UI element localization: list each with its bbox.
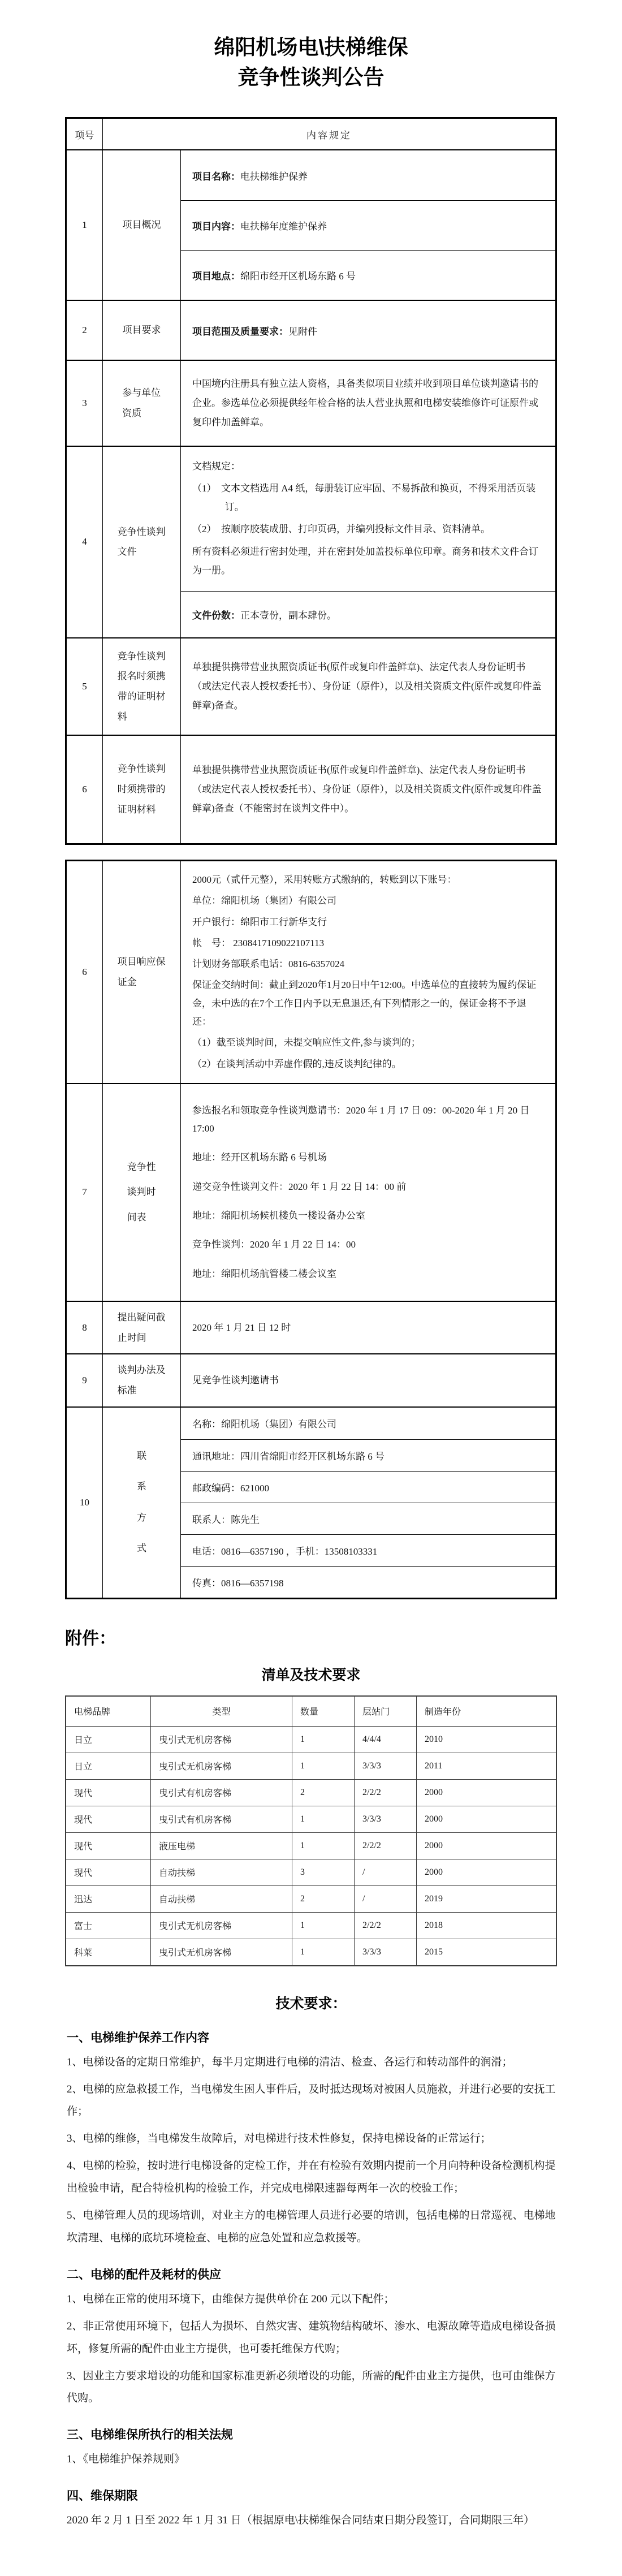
- row-label: 项目概况: [103, 150, 181, 300]
- elevator-table-cell: 2018: [425, 1920, 443, 1930]
- text-line: 计划财务部联系电话：0816-6357024: [192, 959, 345, 970]
- elevator-table-cell: 2011: [425, 1761, 443, 1771]
- row-label: 谈判办法及标准: [103, 1354, 181, 1406]
- elevator-table-cell: 曳引式有机房客梯: [151, 1806, 292, 1832]
- elevator-table-cell: 2/2/2: [355, 1913, 417, 1939]
- elevator-table-header-row: [66, 1697, 556, 1726]
- doc-rule-line: 所有资料必须进行密封处理，并在密封处加盖投标单位印章。商务和技术文件合订为一册。: [192, 546, 538, 576]
- section-paragraph: 3、电梯的维修，当电梯发生故障后，对电梯进行技术性修复，保持电梯设备的正常运行；: [67, 2133, 491, 2145]
- elevator-table-cell: 2000: [425, 1814, 443, 1824]
- scope-quality-cell: [181, 301, 555, 360]
- row-number: 10: [67, 1408, 103, 1598]
- elevator-table-cell: 曳引式无机房客梯: [151, 1939, 292, 1965]
- text-line: 帐 号： 2308417109022107113: [192, 937, 325, 948]
- section-paragraph: 1、《电梯维护保养规则》: [67, 2453, 185, 2466]
- text-line: 保证金交纳时间：截止到2020年1月20日中午12:00。中选单位的直接转为履约保证金，未中选的在7个工作日内予以无息退还,有下列情形之一的，保证金将不予退还：: [192, 980, 537, 1027]
- elevator-table-cell: 迅达: [66, 1886, 151, 1912]
- elevator-table-row: [66, 1806, 556, 1832]
- field-label: 项目地点：: [192, 271, 240, 282]
- document-copies-cell: [181, 591, 555, 637]
- elevator-table-cell: 2019: [425, 1893, 443, 1904]
- row-number: 9: [67, 1354, 103, 1406]
- elevator-table-row: [66, 1912, 556, 1939]
- section-heading: 二、电梯的配件及耗材的供应: [67, 2268, 221, 2281]
- row-label: 竞争性谈判文件: [103, 447, 181, 637]
- title-line-1: 绵阳机场电\扶梯维保: [214, 36, 408, 59]
- table-row-contact-info: [67, 1406, 555, 1598]
- document-rules-cell: [181, 447, 555, 591]
- elevator-table-row: [66, 1859, 556, 1885]
- row-number: 6: [67, 861, 103, 1083]
- row-content: [181, 736, 555, 843]
- field-label: 项目范围及质量要求：: [192, 326, 288, 337]
- row-label: 提出疑问截止时间: [103, 1302, 181, 1353]
- elevator-table-cell: 2000: [425, 1840, 443, 1850]
- section-paragraph: 2、非正常使用环境下，包括人为损坏、自然灾害、建筑物结构破坏、渗水、电源故障等造成电梯设备损坏，修复所需的配件由业主方提供，也可委托维保方代购；: [67, 2320, 556, 2355]
- text-line: 参选报名和领取竞争性谈判邀请书：2020 年 1 月 17 日 09：00-2020 年 1 月 20 日 17:00: [192, 1104, 530, 1134]
- field-label: 文件份数：: [192, 610, 240, 621]
- elevator-table-cell: 3/3/3: [355, 1806, 417, 1832]
- text-line: 地址：经开区机场东路 6 号机场: [192, 1152, 327, 1163]
- elevator-table-cell: 2: [292, 1780, 355, 1806]
- elevator-table-cell: /: [355, 1859, 417, 1885]
- row-content: [181, 1302, 555, 1353]
- table-row-project-overview: [67, 149, 555, 300]
- row-content: [181, 638, 555, 735]
- doc-rule-line: 文档规定：: [192, 461, 240, 472]
- section-paragraph: 3、因业主方要求增设的功能和国家标准更新必须增设的功能，所需的配件由业主方提供，也可由维保方代购。: [67, 2370, 556, 2405]
- elevator-column-header: 数量: [292, 1697, 355, 1726]
- elevator-table-row: [66, 1939, 556, 1965]
- elevator-table-cell: 日立: [66, 1753, 151, 1779]
- row-content: [181, 150, 555, 300]
- text-line: 地址：绵阳机场航管楼二楼会议室: [192, 1268, 336, 1279]
- technical-requirements-body: [67, 2029, 559, 2532]
- table-row-question-deadline: [67, 1301, 555, 1353]
- field-value: 电扶梯年度维护保养: [240, 221, 327, 232]
- table-row-response-deposit: [67, 861, 555, 1083]
- section-paragraph: 2、电梯的应急救援工作，当电梯发生困人事件后，及时抵达现场对被困人员施救，并进行必要的安抚工作；: [67, 2083, 556, 2118]
- row-number: 3: [67, 361, 103, 446]
- elevator-table-cell: 3/3/3: [355, 1753, 417, 1779]
- row-content: [181, 861, 555, 1083]
- elevator-table-cell: 曳引式无机房客梯: [151, 1727, 292, 1753]
- field-label: 项目名称：: [192, 171, 240, 182]
- elevator-column-header: 类型: [151, 1697, 292, 1726]
- row-label: 竞争性谈判时须携带的证明材料: [103, 736, 181, 843]
- text-line: （2）在谈判活动中弄虚作假的,违反谈判纪律的。: [192, 1058, 401, 1069]
- field-value: 电扶梯维护保养: [240, 171, 308, 182]
- row-number: 2: [67, 301, 103, 360]
- elevator-table-cell: 日立: [66, 1727, 151, 1753]
- elevator-table-row: [66, 1885, 556, 1912]
- text-line: 单位：绵阳机场（集团）有限公司: [192, 895, 336, 907]
- text-line: （1）截至谈判时间，未提交响应性文件,参与谈判的；: [192, 1037, 421, 1048]
- elevator-table-row: [66, 1832, 556, 1859]
- elevator-table-cell: 现代: [66, 1859, 151, 1885]
- row-number: 4: [67, 447, 103, 637]
- contact-phone-cell: 电话：0816—6357190 ，手机：13508103331: [181, 1534, 555, 1566]
- row-number: 1: [67, 150, 103, 300]
- field-value: 见附件: [288, 326, 317, 337]
- text-line: 递交竞争性谈判文件：2020 年 1 月 22 日 14：00 前: [192, 1181, 407, 1192]
- deposit-details: [181, 861, 555, 1083]
- elevator-table-cell: 2/2/2: [355, 1833, 417, 1859]
- table-row-participant-qualification: [67, 360, 555, 446]
- contact-fax-cell: 传真：0816—6357198: [181, 1566, 555, 1598]
- notice-table-header-row: [67, 119, 555, 149]
- row-number: 8: [67, 1302, 103, 1353]
- title-line-2: 竞争性谈判公告: [237, 65, 385, 89]
- contact-address-cell: 通讯地址：四川省绵阳市经开区机场东路 6 号: [181, 1439, 555, 1471]
- field-value: 绵阳市经开区机场东路 6 号: [240, 271, 356, 282]
- section-paragraph: 1、电梯设备的定期日常维护，每半月定期进行电梯的清洁、检查、各运行和转动部件的润滑；: [67, 2056, 513, 2068]
- row-label: 竞争性谈判报名时须携带的证明材料: [103, 638, 181, 735]
- elevator-table-cell: 曳引式有机房客梯: [151, 1780, 292, 1806]
- table-row-negotiation-materials: [67, 735, 555, 843]
- doc-rule-line: （2） 按顺序胶装成册、打印页码，并编列投标文件目录、资料清单。: [192, 524, 490, 535]
- column-header-item-no: 项号: [67, 119, 103, 149]
- elevator-table-cell: 2010: [425, 1734, 443, 1744]
- table-row-evaluation-method: [67, 1353, 555, 1406]
- row-label: 竞争性谈判时间表: [103, 1084, 181, 1301]
- elevator-table-cell: 自动扶梯: [151, 1859, 292, 1885]
- elevator-table-cell: 液压电梯: [151, 1833, 292, 1859]
- row-label: 参与单位资质: [103, 361, 181, 446]
- elevator-table-cell: 1: [292, 1939, 355, 1965]
- row-content: [181, 1084, 555, 1301]
- row-number: 5: [67, 638, 103, 735]
- row-label: 项目响应保证金: [103, 861, 181, 1083]
- elevator-table-cell: 4/4/4: [355, 1727, 417, 1753]
- elevator-table-row: [66, 1753, 556, 1779]
- table-row-project-requirements: [67, 300, 555, 360]
- elevator-table-cell: 曳引式无机房客梯: [151, 1913, 292, 1939]
- qualification-text: 中国境内注册具有独立法人资格，具备类似项目业绩并收到项目单位谈判邀请书的企业。参选单位必须提供经年检合格的法人营业执照和电梯安装维修许可证原件或复印件加盖鲜章。: [192, 378, 538, 428]
- notice-table-part2: [65, 860, 557, 1599]
- attachment-list-title: 清单及技术要求: [261, 1667, 361, 1683]
- elevator-table-cell: 曳引式无机房客梯: [151, 1753, 292, 1779]
- row-label: 项目要求: [103, 301, 181, 360]
- elevator-table-cell: 2000: [425, 1867, 443, 1877]
- text-line: 竞争性谈判：2020 年 1 月 22 日 14：00: [192, 1239, 356, 1250]
- text-line: 2000元（贰仟元整），采用转账方式缴纳的，转账到以下账号：: [192, 874, 457, 885]
- question-deadline-text: 2020 年 1 月 21 日 12 时: [192, 1322, 291, 1333]
- elevator-column-header: 层站门: [355, 1697, 417, 1726]
- row-content: [181, 1408, 555, 1598]
- elevator-table-cell: 现代: [66, 1806, 151, 1832]
- elevator-table-cell: 3: [292, 1859, 355, 1885]
- elevator-table-cell: 2/2/2: [355, 1780, 417, 1806]
- elevator-table-cell: 1: [292, 1913, 355, 1939]
- elevator-table-cell: 1: [292, 1753, 355, 1779]
- elevator-table-cell: 2015: [425, 1947, 443, 1957]
- elevator-table-cell: 现代: [66, 1833, 151, 1859]
- elevator-table-row: [66, 1779, 556, 1806]
- notice-table-part1: [65, 117, 557, 845]
- contact-name-cell: 名称：绵阳机场（集团）有限公司: [192, 1419, 336, 1430]
- elevator-table-cell: 自动扶梯: [151, 1886, 292, 1912]
- section-heading: 三、电梯维保所执行的相关法规: [67, 2428, 233, 2442]
- row-content: [181, 361, 555, 446]
- project-content-cell: [181, 200, 555, 250]
- contact-postcode-cell: 邮政编码：621000: [181, 1471, 555, 1503]
- section-heading: 四、维保期限: [67, 2489, 138, 2503]
- contact-person-cell: 联系人：陈先生: [181, 1503, 555, 1534]
- elevator-table-row: [66, 1726, 556, 1753]
- elevator-table-cell: 3/3/3: [355, 1939, 417, 1965]
- registration-materials-text: 单独提供携带营业执照资质证书(原件或复印件盖鲜章)、法定代表人身份证明书（或法定代表人授权委托书）、身份证（原件），以及相关资质文件(原件或复印件盖鲜章)备查。: [192, 661, 542, 711]
- row-label: 联系方式: [103, 1408, 181, 1598]
- elevator-column-header: 电梯品牌: [66, 1697, 151, 1726]
- row-content: [181, 447, 555, 637]
- row-number: 7: [67, 1084, 103, 1301]
- project-name-cell: [181, 150, 555, 200]
- schedule-details: [181, 1084, 555, 1301]
- elevator-table-cell: 富士: [66, 1913, 151, 1939]
- table-row-negotiation-schedule: [67, 1083, 555, 1301]
- document-title: [0, 33, 622, 92]
- section-paragraph: 1、电梯在正常的使用环境下，由维保方提供单价在 200 元以下配件；: [67, 2293, 395, 2305]
- attachment-label: 附件：: [65, 1629, 116, 1648]
- table-row-negotiation-documents: [67, 446, 555, 637]
- field-value: 正本壹份，副本肆份。: [240, 610, 336, 621]
- elevator-table-cell: 科莱: [66, 1939, 151, 1965]
- elevator-table-cell: /: [355, 1886, 417, 1912]
- elevator-table-cell: 现代: [66, 1780, 151, 1806]
- row-number: 6: [67, 736, 103, 843]
- project-location-cell: [181, 250, 555, 300]
- table-row-registration-materials: [67, 637, 555, 735]
- row-content: [181, 301, 555, 360]
- doc-rule-line: （1） 文本文档选用 A4 纸，每册装订应牢固、不易拆散和换页，不得采用活页装订。: [192, 483, 536, 513]
- elevator-table-cell: 1: [292, 1727, 355, 1753]
- text-line: 地址：绵阳机场候机楼负一楼设备办公室: [192, 1210, 365, 1222]
- column-header-content-spec: 内容规定: [306, 130, 352, 141]
- elevator-list-table: [65, 1695, 557, 1966]
- text-line: 开户银行：绵阳市工行新华支行: [192, 916, 327, 927]
- row-content: [181, 1354, 555, 1406]
- elevator-table-cell: 2: [292, 1886, 355, 1912]
- field-label: 项目内容：: [192, 221, 240, 232]
- negotiation-materials-text: 单独提供携带营业执照资质证书(原件或复印件盖鲜章)、法定代表人身份证明书（或法定代表人授权委托书）、身份证（原件），以及相关资质文件(原件或复印件盖鲜章)备查（不能密封在谈判文件中）。: [192, 764, 542, 814]
- section-paragraph: 2020 年 2 月 1 日至 2022 年 1 月 31 日（根据原电\扶梯维保合同结束日期分段签订，合同期限三年）: [67, 2514, 535, 2527]
- elevator-table-cell: 2000: [425, 1787, 443, 1797]
- section-paragraph: 4、电梯的检验，按时进行电梯设备的定检工作，并在有检验有效期内提前一个月向特种设备检测机构提出检验申请，配合特检机构的检验工作，并完成电梯限速器每两年一次的校验工作；: [67, 2160, 556, 2195]
- section-paragraph: 5、电梯管理人员的现场培训，对业主方的电梯管理人员进行必要的培训，包括电梯的日常巡视、电梯地坎清理、电梯的底坑环境检查、电梯的应急处置和应急救援等。: [67, 2210, 556, 2244]
- elevator-table-cell: 1: [292, 1833, 355, 1859]
- evaluation-method-text: 见竞争性谈判邀请书: [192, 1375, 279, 1386]
- section-heading: 一、电梯维护保养工作内容: [67, 2031, 209, 2044]
- technical-requirements-title: 技术要求：: [275, 1995, 347, 2012]
- elevator-column-header: 制造年份: [425, 1707, 461, 1718]
- elevator-table-cell: 1: [292, 1806, 355, 1832]
